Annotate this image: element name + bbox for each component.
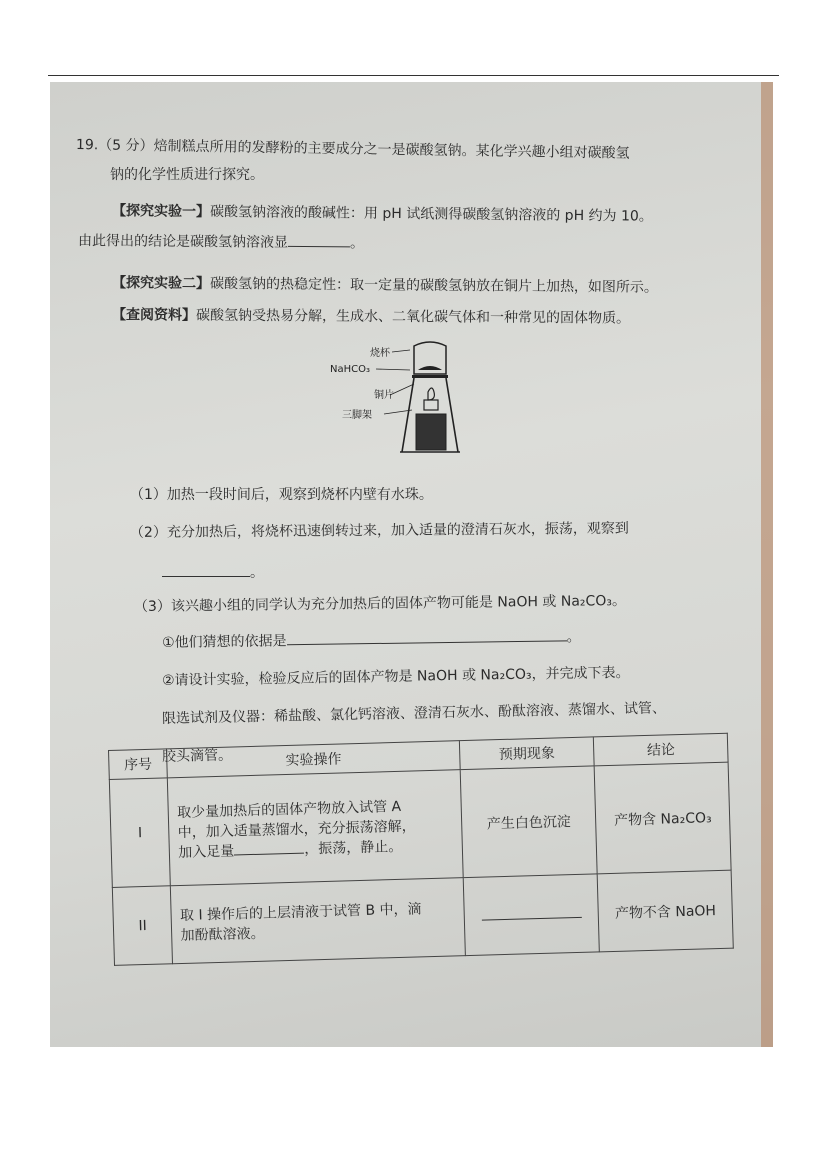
period: 。	[250, 565, 264, 581]
table-row	[109, 762, 731, 887]
operation-line: 中，加入适量蒸馏水，充分振荡溶解，	[177, 817, 416, 841]
experiment-2	[112, 272, 658, 297]
header-index: 序号	[109, 749, 168, 780]
label-tripod: 三脚架	[342, 410, 372, 421]
flame-icon	[428, 388, 434, 400]
header-phenomenon: 预期现象	[459, 737, 594, 770]
experiment-1-text: 碳酸氢钠溶液的酸碱性：用 pH 试纸测得碳酸氢钠溶液的 pH 约为 10。	[209, 204, 653, 225]
experiment-table	[108, 733, 734, 966]
item-3: （3）该兴趣小组的同学认为充分加热后的固体产物可能是 NaOH 或 Na₂CO₃。	[133, 592, 627, 615]
reference-material	[112, 304, 630, 328]
item-2-answer	[162, 562, 264, 582]
answer-blank-phenomenon[interactable]	[481, 905, 581, 921]
period: 。	[566, 629, 581, 646]
experiment-1	[112, 200, 653, 226]
alcohol-lamp-shape	[416, 414, 446, 450]
answer-blank-reagent[interactable]	[234, 840, 304, 855]
operation-text: 加入足量	[178, 843, 235, 861]
answer-blank-basis[interactable]	[286, 628, 566, 645]
table-row	[112, 870, 733, 965]
label-beaker: 烧杯	[370, 348, 390, 359]
header-conclusion: 结论	[594, 733, 728, 766]
heating-apparatus-diagram	[328, 340, 488, 460]
item-3a	[162, 626, 581, 652]
reference-text: 碳酸氢钠受热易分解，生成水、二氧化碳气体和一种常见的固体物质。	[195, 307, 631, 327]
row-phenomenon: 产生白色沉淀	[460, 766, 598, 878]
experiment-2-tag: 【探究实验二】	[111, 275, 211, 292]
item-3a-text: ①他们猜想的依据是	[161, 633, 287, 651]
item-3b: ②请设计实验，检验反应后的固体产物是 NaOH 或 Na₂CO₃，并完成下表。	[161, 664, 630, 689]
row-operation	[171, 878, 466, 964]
item-2: （2）充分加热后，将烧杯迅速倒转过来，加入适量的澄清石灰水，振荡，观察到	[129, 520, 629, 541]
question-intro-cont: 钠的化学性质进行探究。	[110, 167, 264, 183]
reference-tag: 【查阅资料】	[111, 307, 197, 324]
operation-line: 取 I 操作后的上层清液于试管 B 中，滴	[179, 900, 422, 924]
copper-sheet-shape	[412, 375, 448, 378]
question-intro: 19.（5 分）焙制糕点所用的发酵粉的主要成分之一是碳酸氢钠。某化学兴趣小组对碳酸氢	[75, 137, 630, 162]
row-operation	[168, 770, 463, 886]
photographed-page	[50, 82, 773, 1047]
answer-blank-observation[interactable]	[162, 564, 250, 577]
label-nahco3: NaHCO₃	[330, 364, 370, 375]
label-copper-sheet: 铜片	[374, 390, 394, 401]
answer-blank-acidity[interactable]	[288, 234, 350, 248]
page-top-rule	[48, 75, 779, 76]
row-index: II	[112, 886, 173, 966]
period: 。	[349, 235, 365, 252]
header-operation: 实验操作	[167, 741, 460, 778]
photo-edge-shadow	[761, 82, 773, 1047]
operation-line: 取少量加热后的固体产物放入试管 A	[176, 798, 402, 821]
item-3c: 限选试剂及仪器：稀盐酸、氯化钙溶液、澄清石灰水、酚酞溶液、蒸馏水、试管、	[161, 700, 667, 727]
experiment-1-tag: 【探究实验一】	[111, 203, 211, 221]
experiment-1-conclusion	[78, 230, 364, 252]
item-1: （1）加热一段时间后，观察到烧杯内壁有水珠。	[130, 487, 433, 503]
row-index: I	[109, 778, 170, 888]
experiment-2-text: 碳酸氢钠的热稳定性：取一定量的碳酸氢钠放在铜片上加热，如图所示。	[209, 275, 659, 296]
row-phenomenon	[463, 874, 600, 956]
operation-text: ，振荡，静止。	[304, 838, 403, 858]
row-conclusion: 产物含 Na₂CO₃	[595, 762, 732, 874]
item-3d: 胶头滴管。	[161, 747, 233, 765]
sodium-bicarbonate-sample	[418, 366, 442, 370]
row-conclusion: 产物不含 NaOH	[598, 870, 734, 952]
experiment-1-cont: 由此得出的结论是碳酸氢钠溶液显	[77, 233, 289, 251]
operation-line: 加酚酞溶液。	[180, 925, 265, 944]
